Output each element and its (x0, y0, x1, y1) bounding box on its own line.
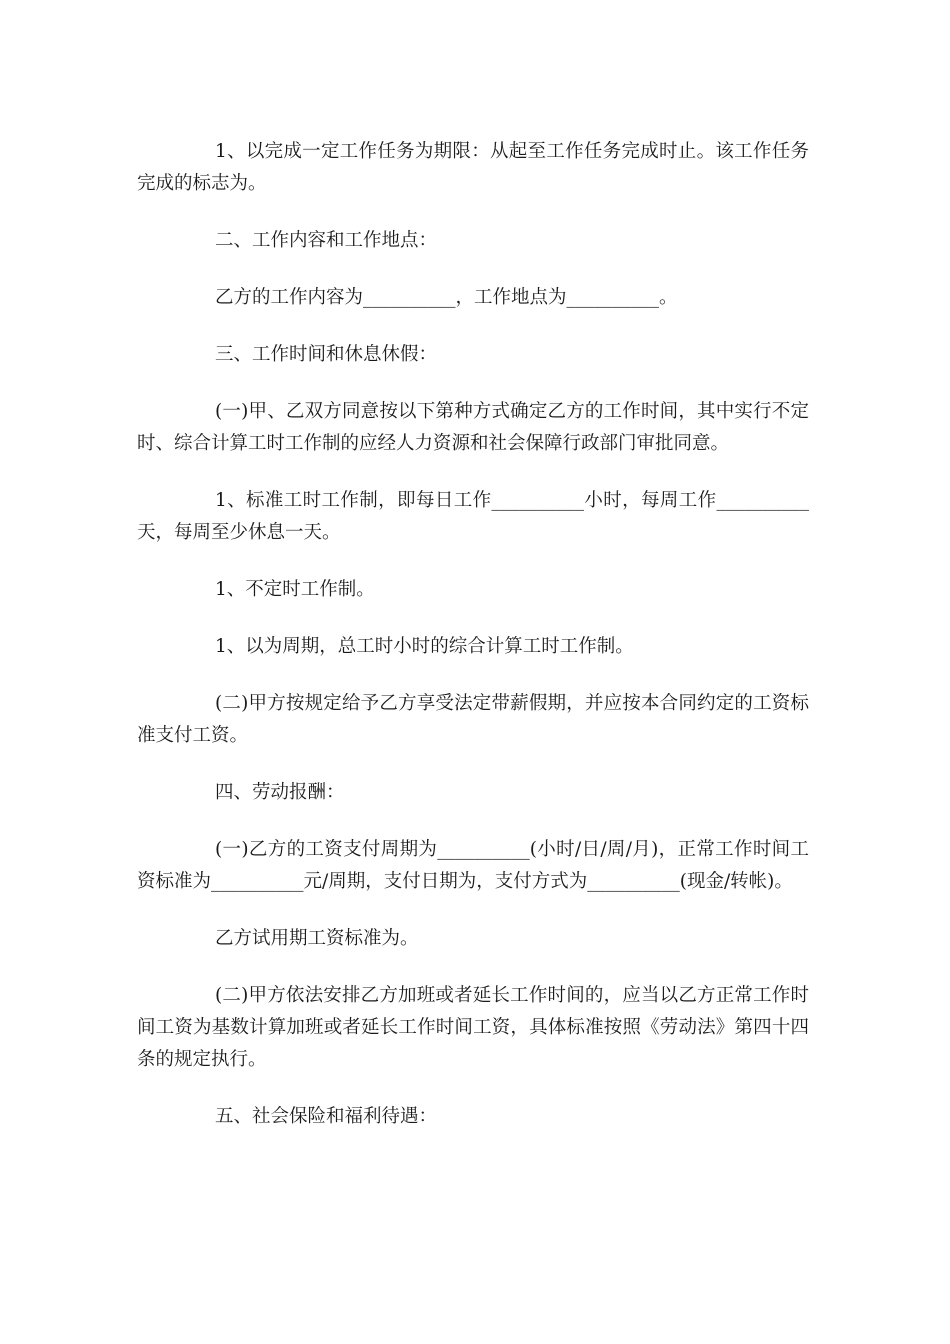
paragraph-paid-leave: (二)甲方按规定给予乙方享受法定带薪假期，并应按本合同约定的工资标准支付工资。 (137, 693, 809, 746)
heading-work-content-location: 二、工作内容和工作地点： (215, 230, 438, 251)
heading-remuneration: 四、劳动报酬： (215, 782, 345, 803)
document-body (137, 136, 809, 1158)
paragraph-flexible-hours: 1、不定时工作制。 (215, 579, 375, 600)
paragraph-task-term: 1、以完成一定工作任务为期限：从起至工作任务完成时止。该工作任务完成的标志为。 (137, 141, 809, 194)
heading-social-insurance: 五、社会保险和福利待遇： (215, 1106, 438, 1127)
heading-work-hours-rest: 三、工作时间和休息休假： (215, 344, 438, 365)
paragraph-standard-hours: 1、标准工时工作制，即每日工作__________小时，每周工作__________天，每周至少休息一天。 (137, 490, 809, 543)
paragraph-probation-wage: 乙方试用期工资标准为。 (215, 928, 419, 949)
paragraph-overtime: (二)甲方依法安排乙方加班或者延长工作时间的，应当以乙方正常工作时间工资为基数计算加班或者延长工作时间工资，具体标准按照《劳动法》第四十四条的规定执行。 (137, 985, 809, 1070)
paragraph-work-content: 乙方的工作内容为__________，工作地点为__________。 (215, 287, 678, 308)
paragraph-comprehensive-hours: 1、以为周期，总工时小时的综合计算工时工作制。 (215, 636, 634, 657)
paragraph-work-hours-method: (一)甲、乙双方同意按以下第种方式确定乙方的工作时间，其中实行不定时、综合计算工时工作制的应经人力资源和社会保障行政部门审批同意。 (137, 401, 809, 454)
paragraph-wage-payment: (一)乙方的工资支付周期为__________(小时/日/周/月)，正常工作时间工资标准为__________元/周期，支付日期为，支付方式为__________(现金/转帐)。 (137, 839, 809, 892)
